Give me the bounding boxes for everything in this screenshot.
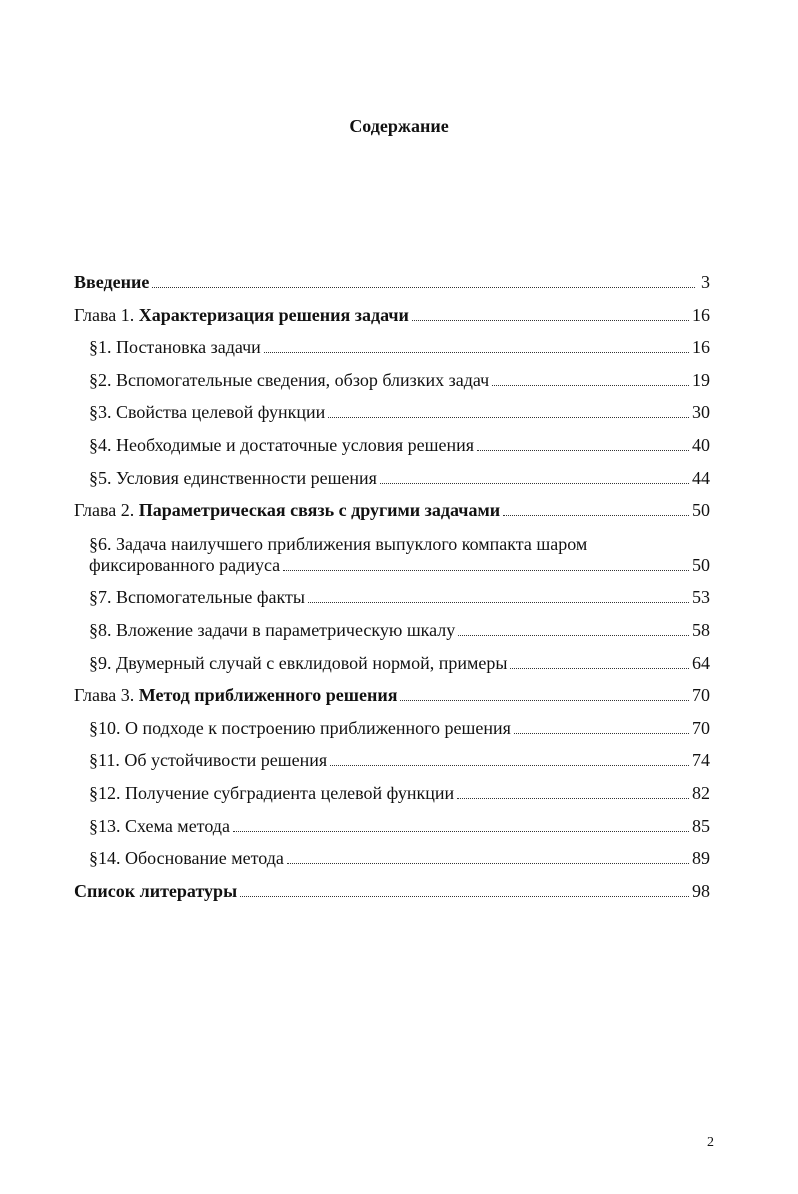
toc-entry-section-9[interactable]: [74, 653, 710, 673]
dot-leader: [412, 320, 689, 321]
dot-leader: [458, 635, 689, 636]
toc-entry-page: 89: [692, 848, 710, 869]
toc-entry-section-11[interactable]: [74, 750, 710, 770]
toc-entry-label: §8. Вложение задачи в параметрическую шкалу: [89, 619, 456, 640]
toc-entry-page: 70: [692, 717, 710, 738]
toc-entry-label: §13. Схема метода: [89, 815, 230, 836]
toc-entry-chapter-1[interactable]: [74, 305, 710, 325]
dot-leader: [510, 668, 689, 669]
toc-entry-page: 40: [692, 434, 710, 455]
dot-leader: [283, 570, 689, 571]
toc-entry-label: §12. Получение субградиента целевой функции: [89, 782, 455, 803]
toc-entry-section-14[interactable]: [74, 848, 710, 868]
toc-entry-section-13[interactable]: [74, 816, 710, 836]
toc-entry-page: 3: [701, 272, 710, 292]
dot-leader: [264, 352, 689, 353]
dot-leader: [457, 798, 689, 799]
toc-entry-section-8[interactable]: [74, 620, 710, 640]
toc-entry-page: 44: [692, 467, 710, 488]
dot-leader: [400, 700, 689, 701]
toc-entry-page: 16: [692, 337, 710, 358]
table-of-contents: [74, 272, 710, 913]
toc-entry-page: 74: [692, 750, 710, 771]
toc-entry-label: §7. Вспомогательные факты: [89, 587, 305, 608]
toc-entry-references[interactable]: [74, 881, 710, 901]
toc-entry-section-12[interactable]: [74, 783, 710, 803]
page-number: 2: [707, 1135, 714, 1150]
chapter-title: Характеризация решения задачи: [138, 304, 409, 325]
toc-entry-label: §1. Постановка задачи: [89, 337, 261, 358]
toc-entry-label: §2. Вспомогательные сведения, обзор близких задач: [89, 369, 490, 390]
toc-entry-introduction[interactable]: [74, 272, 710, 292]
toc-entry-page: 19: [692, 369, 710, 390]
toc-entry-label: Список литературы: [74, 880, 238, 901]
toc-entry-page: 53: [692, 587, 710, 608]
dot-leader: [514, 733, 689, 734]
toc-entry-section-2[interactable]: [74, 370, 710, 390]
toc-entry-label: Введение: [74, 272, 150, 292]
toc-entry-page: 50: [692, 500, 710, 521]
toc-entry-label-line-1: §6. Задача наилучшего приближения выпуклого компакта шаром: [89, 533, 588, 554]
toc-entry-label: §11. Об устойчивости решения: [89, 750, 328, 771]
chapter-title: Параметрическая связь с другими задачами: [138, 500, 501, 521]
dot-leader: [152, 287, 695, 288]
chapter-title: Метод приближенного решения: [138, 685, 398, 706]
toc-entry-page: 64: [692, 652, 710, 673]
toc-entry-label: §3. Свойства целевой функции: [89, 402, 326, 423]
toc-entry-page: 98: [692, 880, 710, 901]
toc-entry-label: §5. Условия единственности решения: [89, 467, 377, 488]
toc-entry-section-5[interactable]: [74, 468, 710, 488]
toc-entry-chapter-2[interactable]: [74, 500, 710, 520]
toc-entry-label: §14. Обоснование метода: [89, 848, 284, 869]
dot-leader: [328, 417, 689, 418]
page-title: Содержание: [349, 116, 449, 136]
toc-entry-page: 50: [692, 554, 710, 575]
toc-entry-section-3[interactable]: [74, 402, 710, 422]
toc-entry-label-line-2: фиксированного радиуса: [89, 554, 281, 575]
dot-leader: [477, 450, 689, 451]
dot-leader: [233, 831, 689, 832]
toc-entry-section-1[interactable]: [74, 337, 710, 357]
dot-leader: [330, 765, 689, 766]
toc-entry-label: §10. О подходе к построению приближенного решения: [89, 717, 511, 738]
dot-leader: [492, 385, 689, 386]
toc-entry-page: 58: [692, 619, 710, 640]
chapter-prefix: Глава 2.: [74, 500, 139, 521]
toc-entry-section-6[interactable]: [74, 533, 710, 575]
chapter-prefix: Глава 3.: [74, 685, 139, 706]
dot-leader: [380, 483, 689, 484]
chapter-prefix: Глава 1.: [74, 304, 139, 325]
dot-leader: [308, 602, 689, 603]
toc-entry-section-10[interactable]: [74, 718, 710, 738]
toc-entry-label: §4. Необходимые и достаточные условия решения: [89, 434, 475, 455]
toc-entry-chapter-3[interactable]: [74, 685, 710, 705]
toc-entry-label: §9. Двумерный случай с евклидовой нормой, примеры: [89, 652, 508, 673]
toc-entry-page: 16: [692, 304, 710, 325]
toc-entry-page: 30: [692, 402, 710, 423]
toc-entry-section-7[interactable]: [74, 587, 710, 607]
dot-leader: [240, 896, 689, 897]
toc-entry-page: 85: [692, 815, 710, 836]
toc-entry-page: 70: [692, 685, 710, 706]
toc-entry-page: 82: [692, 782, 710, 803]
dot-leader: [287, 863, 689, 864]
dot-leader: [503, 515, 689, 516]
toc-entry-section-4[interactable]: [74, 435, 710, 455]
